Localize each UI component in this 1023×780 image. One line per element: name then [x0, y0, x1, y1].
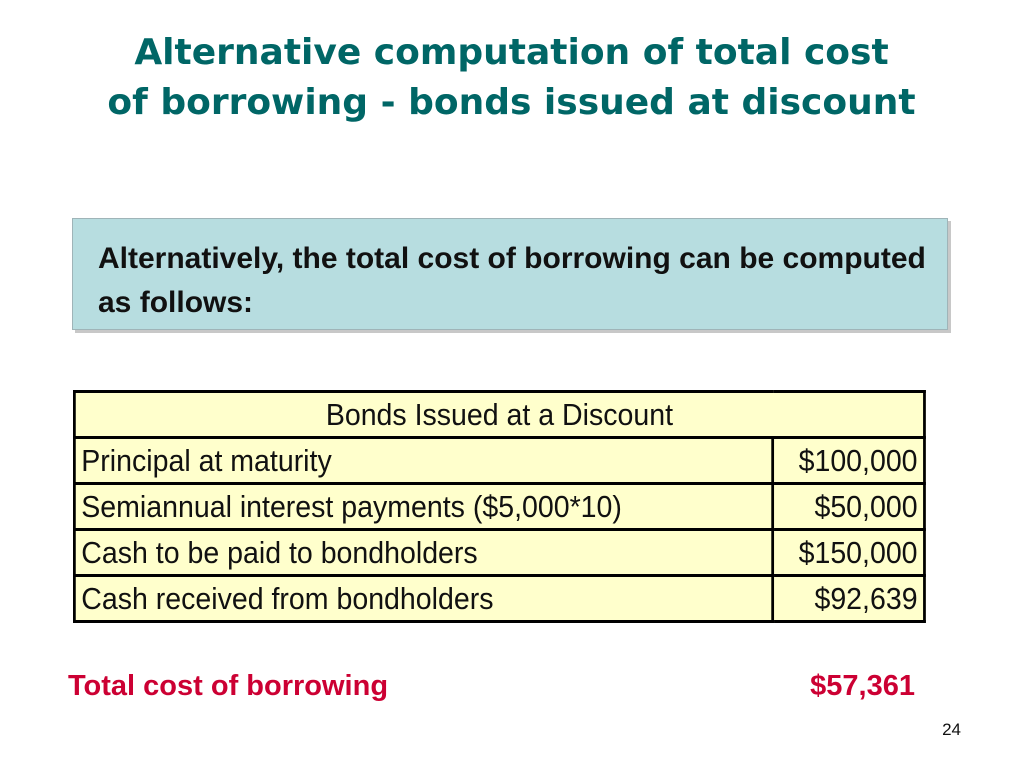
row-label-cash-paid: Cash to be paid to bondholders [74, 530, 772, 576]
row-label-principal: Principal at maturity [74, 438, 772, 484]
page-number: 24 [942, 720, 961, 739]
slide-title-line-2: of borrowing - bonds issued at discount [107, 82, 916, 123]
table-row [74, 484, 924, 530]
slide-title-line-1: Alternative computation of total cost [134, 32, 889, 73]
table-header: Bonds Issued at a Discount [74, 392, 924, 438]
row-amount-cash-paid: $150,000 [773, 530, 925, 576]
intro-box [72, 218, 948, 330]
total-label: Total cost of borrowing [68, 670, 389, 702]
table-row [74, 576, 924, 622]
intro-text: Alternatively, the total cost of borrowing can be computed as follows: [98, 242, 926, 319]
table-row [74, 438, 924, 484]
row-amount-cash-received: $92,639 [773, 576, 925, 622]
table-header-row [74, 392, 924, 438]
row-label-cash-received: Cash received from bondholders [74, 576, 772, 622]
bonds-table [73, 390, 926, 623]
table-row [74, 530, 924, 576]
total-value: $57,361 [810, 670, 915, 702]
slide-title [0, 28, 1023, 128]
row-label-interest: Semiannual interest payments ($5,000*10) [74, 484, 772, 530]
row-amount-principal: $100,000 [773, 438, 925, 484]
row-amount-interest: $50,000 [773, 484, 925, 530]
